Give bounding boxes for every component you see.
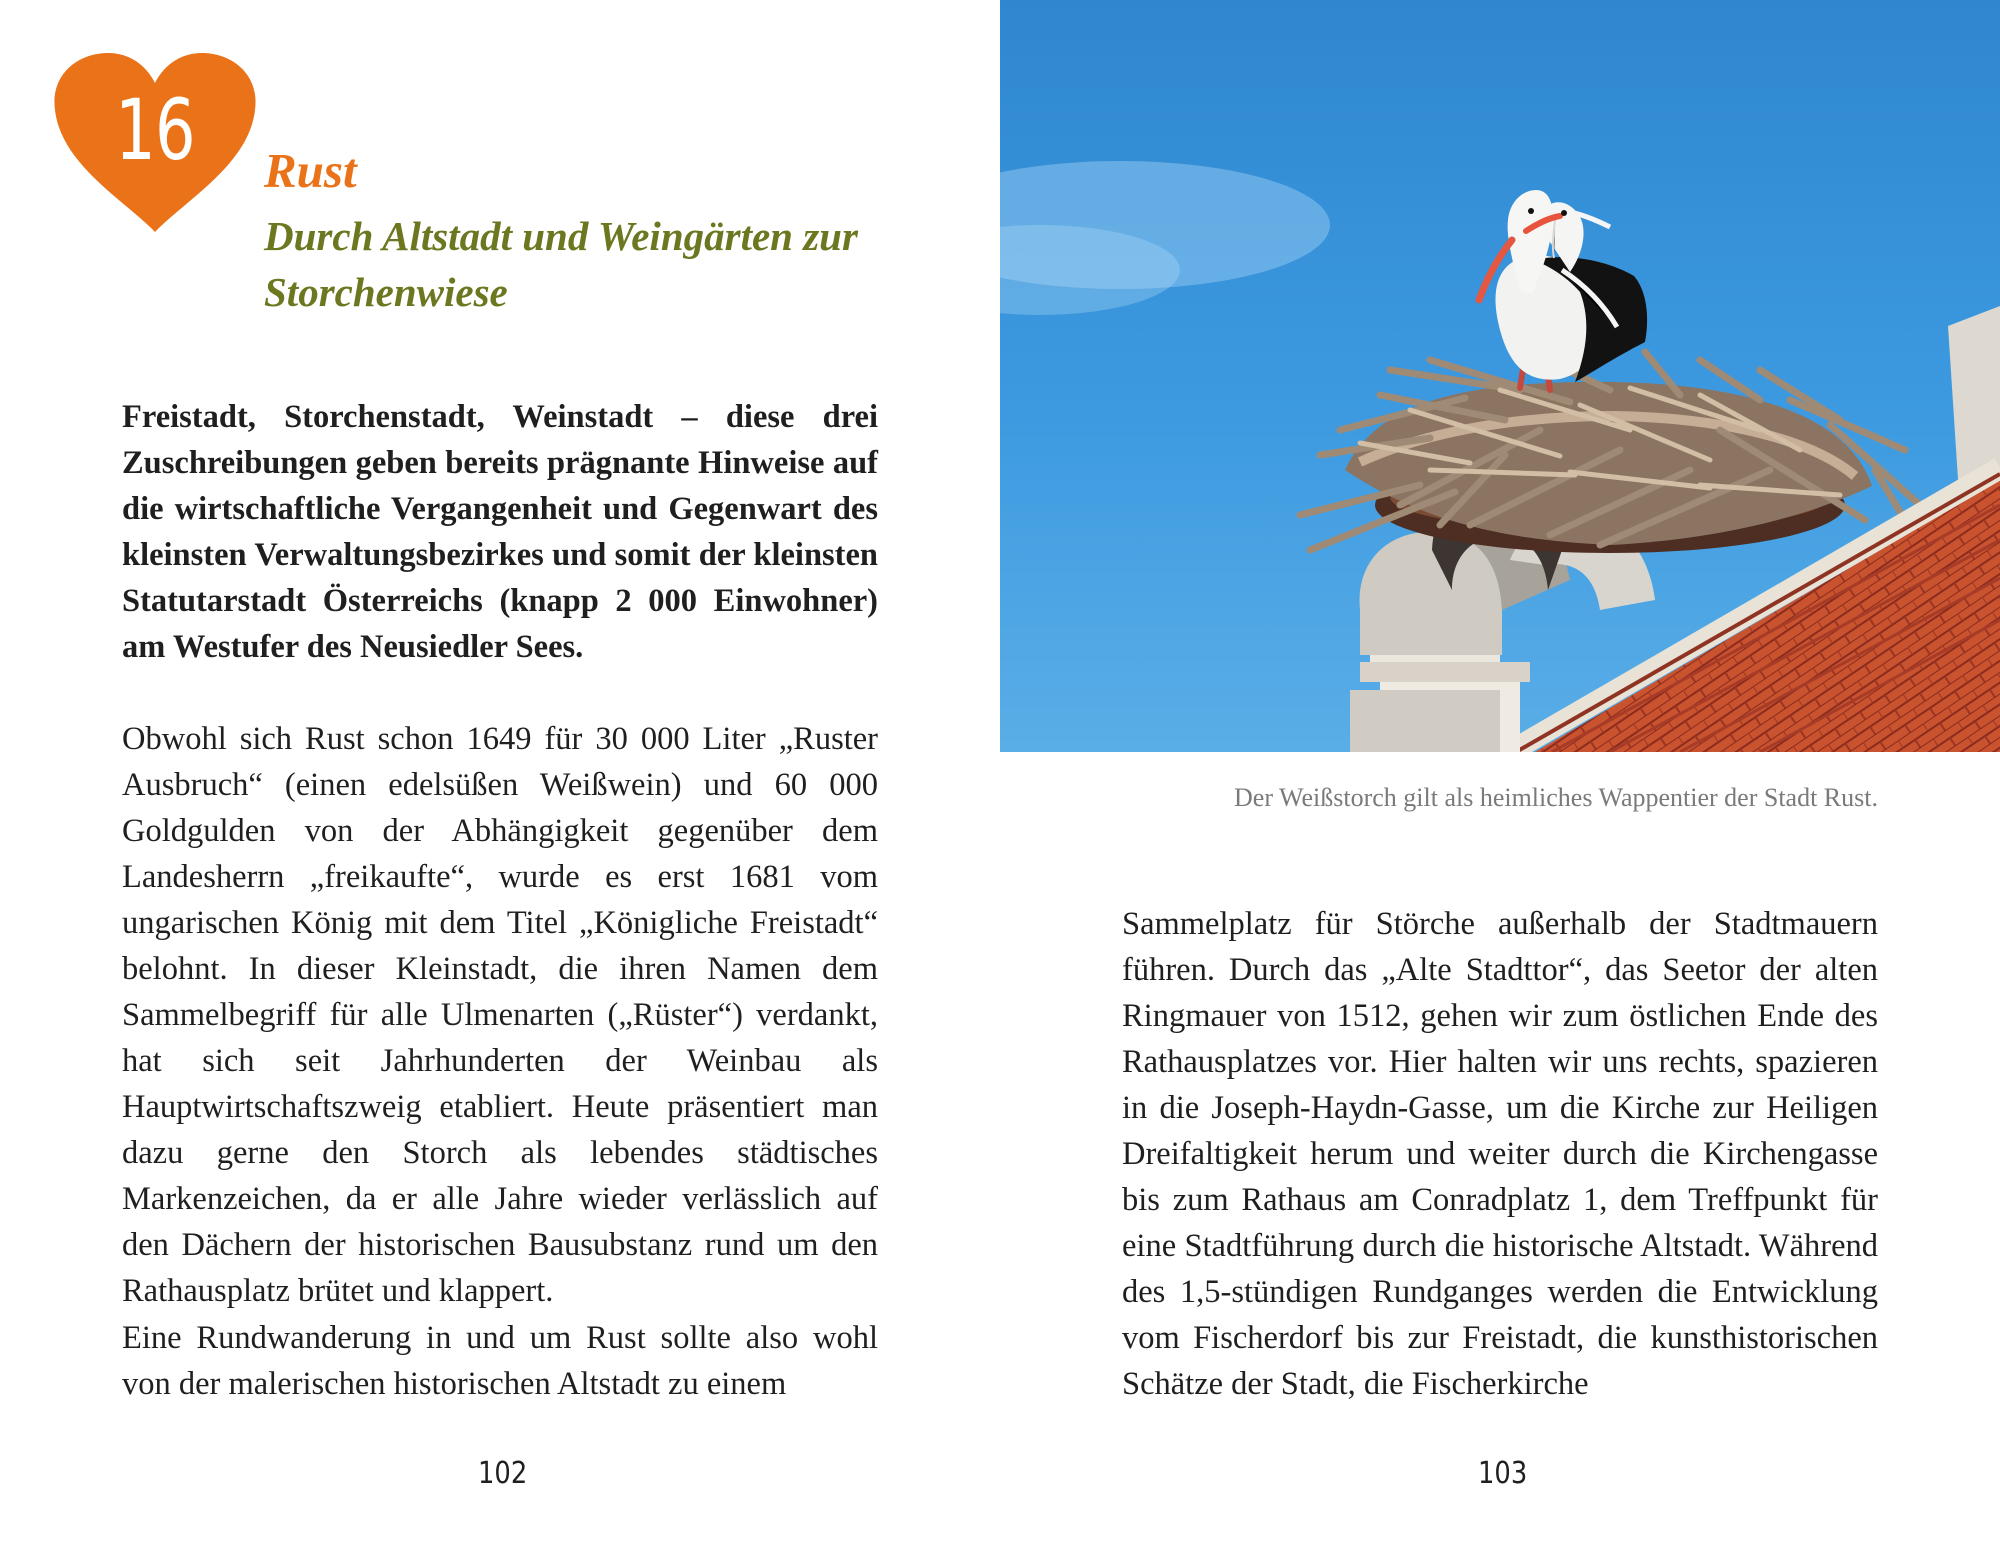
page-number-left: 102 xyxy=(478,1456,528,1491)
chapter-number: 16 xyxy=(115,81,195,179)
lead-paragraph: Freistadt, Storchenstadt, Weinstadt – diese drei Zuschreibungen geben bereits prägnante Hinweise auf die wirtschaftliche Vergangenheit und Gegenwart des kleinsten Verwaltungsbezirkes und somit der kleinsten Statutarstadt Österreichs (knapp 2 000 Einwohner) am Westufer des Neusiedler Sees. xyxy=(122,399,878,665)
page-title: Rust xyxy=(264,143,357,198)
page-subtitle: Durch Altstadt und Weingärten zur Storchenwiese xyxy=(264,213,858,315)
body-paragraph-1: Obwohl sich Rust schon 1649 für 30 000 Liter „Ruster Ausbruch“ (einen edelsüßen Weißwein) und 60 000 Goldgulden von der Abhängigkeit gegenüber dem Landesherrn „freikaufte“, wurde es erst 1681 vom ungarischen König mit dem Titel „Königliche Freistadt“ belohnt. In dieser Kleinstadt, die ihren Namen dem Sammelbegriff für alle Ulmenarten („Rüster“) verdankt, hat sich seit Jahrhunderten der Weinbau als Hauptwirtschaftszweig etabliert. Heute präsentiert man dazu gerne den Storch als lebendes städtisches Markenzeichen, da er alle Jahre wieder verlässlich auf den Dächern der historischen Bausubstanz rund um den Rathausplatz brütet und klappert. xyxy=(122,721,878,1309)
right-body-paragraph: Sammelplatz für Störche außerhalb der Stadtmauern führen. Durch das „Alte Stadttor“, das Seetor der alten Ringmauer von 1512, gehen wir zum östlichen Ende des Rathausplatzes vor. Hier halten wir uns rechts, spazieren in die Joseph-Haydn-Gasse, um die Kirche zur Heiligen Dreifaltigkeit herum und weiter durch die Kirchengasse bis zum Rathaus am Conradplatz 1, dem Treffpunkt für eine Stadtführung durch die historische Altstadt. Während des 1,5-stündigen Rundganges werden die Entwicklung vom Fischerdorf bis zur Freistadt, die kunsthistorischen Schätze der Stadt, die Fischerkirche xyxy=(1122,906,1878,1402)
chapter-heart-badge xyxy=(52,52,258,236)
right-page xyxy=(1000,0,2000,1565)
body-paragraph-2: Eine Rundwanderung in und um Rust sollte also wohl von der malerischen historischen Altstadt zu einem xyxy=(122,1320,878,1402)
page-number-right: 103 xyxy=(1478,1456,1528,1491)
stork-nest-photo xyxy=(1000,0,2000,752)
stork-nest-photo-icon xyxy=(1000,0,2000,752)
photo-caption: Der Weißstorch gilt als heimliches Wappentier der Stadt Rust. xyxy=(1234,783,1878,812)
